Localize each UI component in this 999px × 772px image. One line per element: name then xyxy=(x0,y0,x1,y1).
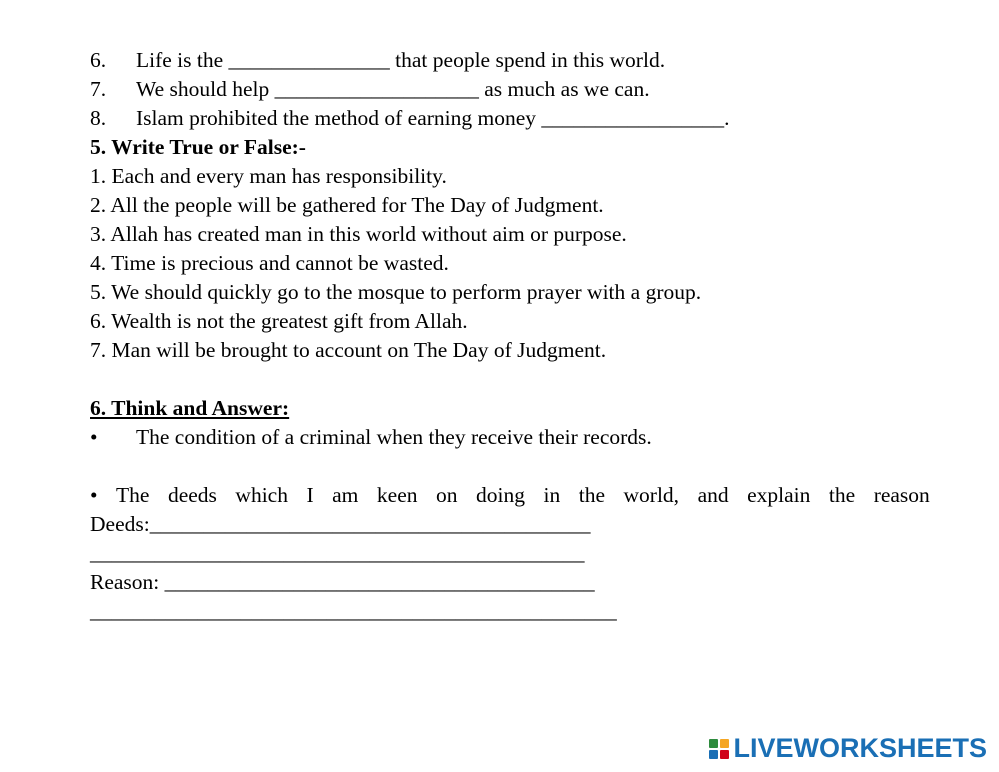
word: deeds xyxy=(167,483,217,507)
fill-blank-question-8 xyxy=(90,104,930,133)
true-false-item: 7. Man will be brought to account on The Day of Judgment. xyxy=(90,338,607,362)
word: reason xyxy=(873,483,930,507)
word: I xyxy=(306,483,314,507)
word: and xyxy=(697,483,729,507)
spacer xyxy=(90,452,930,481)
word: in xyxy=(543,483,561,507)
bullet-icon: • xyxy=(90,425,98,449)
word: The xyxy=(116,483,150,507)
fill-blank-question-6 xyxy=(90,46,930,75)
think-question-text: The condition of a criminal when they receive their records. xyxy=(136,425,652,449)
true-false-item: 5. We should quickly go to the mosque to perform prayer with a group. xyxy=(90,280,702,304)
logo-block xyxy=(720,739,729,748)
word: keen xyxy=(376,483,418,507)
word: explain xyxy=(747,483,811,507)
word: on xyxy=(436,483,458,507)
think-question-1 xyxy=(90,423,930,452)
deeds-answer-line[interactable]: Deeds:_________________________________________ xyxy=(90,512,591,536)
section-6-heading xyxy=(90,394,930,423)
section-5-heading: 5. Write True or False:- xyxy=(90,135,306,159)
section-6-title: 6. Think and Answer: xyxy=(90,396,290,420)
spacer xyxy=(90,365,930,394)
word: which xyxy=(235,483,288,507)
word: am xyxy=(332,483,359,507)
word: world, xyxy=(623,483,680,507)
question-number: 6. xyxy=(90,48,107,72)
logo-block xyxy=(709,750,718,759)
true-false-item: 1. Each and every man has responsibility. xyxy=(90,164,447,188)
word: doing xyxy=(476,483,525,507)
question-number: 7. xyxy=(90,77,107,101)
fill-blank-question-7 xyxy=(90,75,930,104)
logo-block xyxy=(720,750,729,759)
word: the xyxy=(578,483,606,507)
deeds-answer-continuation[interactable]: ______________________________________________ xyxy=(90,541,585,565)
reason-answer-continuation[interactable]: _________________________________________________ xyxy=(90,599,617,623)
bullet-icon: • xyxy=(90,483,98,507)
logo-text: LIVEWORKSHEETS xyxy=(733,733,987,763)
question-text: We should help ___________________ as much as we can. xyxy=(136,77,650,101)
question-text: Islam prohibited the method of earning money _________________. xyxy=(136,106,730,130)
true-false-item: 6. Wealth is not the greatest gift from Allah. xyxy=(90,309,468,333)
logo-block xyxy=(709,739,718,748)
logo-blocks-icon xyxy=(709,739,729,759)
word: the xyxy=(828,483,856,507)
question-number: 8. xyxy=(90,106,107,130)
liveworksheets-logo[interactable] xyxy=(709,733,987,764)
true-false-item: 2. All the people will be gathered for The Day of Judgment. xyxy=(90,193,604,217)
think-question-2 xyxy=(90,481,930,510)
worksheet-page xyxy=(90,46,930,626)
true-false-item: 4. Time is precious and cannot be wasted. xyxy=(90,251,449,275)
question-text: Life is the _______________ that people spend in this world. xyxy=(136,48,666,72)
reason-answer-line[interactable]: Reason: ________________________________________ xyxy=(90,570,595,594)
true-false-item: 3. Allah has created man in this world without aim or purpose. xyxy=(90,222,627,246)
